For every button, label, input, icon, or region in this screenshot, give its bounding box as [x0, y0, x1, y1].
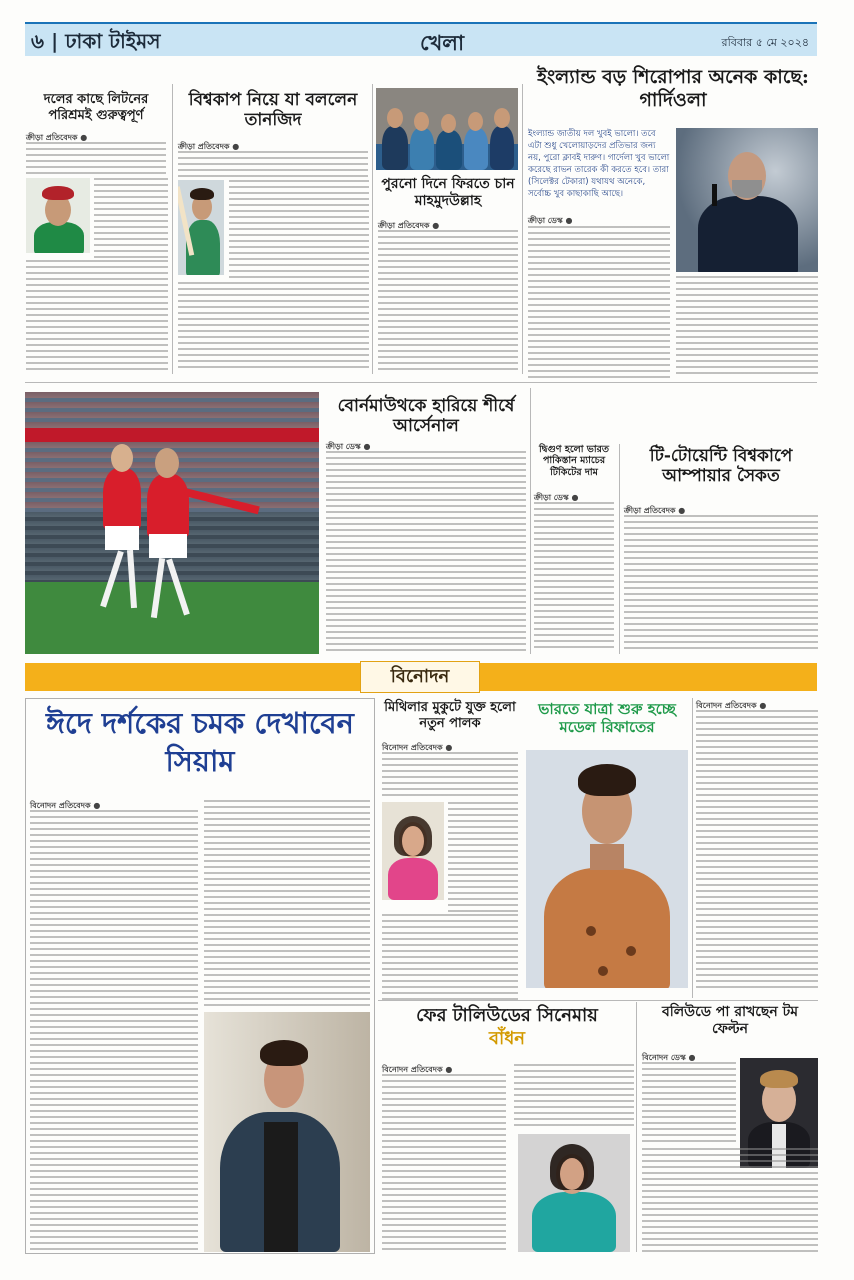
- tanjid-body-3: [178, 282, 369, 370]
- felton-body: [642, 1062, 736, 1144]
- mithila-byline: বিনোদন প্রতিবেদক ●: [382, 743, 453, 752]
- badhon-title-main: ফের টালিউডের সিনেমায়: [416, 1005, 598, 1026]
- guardiola-headline: ইংল্যান্ড বড় শিরোপার অনেক কাছে: গার্দিওলা: [537, 66, 809, 111]
- entertainment-band: [25, 663, 817, 691]
- guardiola-body-2: [676, 276, 818, 378]
- badhon-title-name: বাঁধন: [488, 1028, 526, 1050]
- siam-photo: [204, 1012, 370, 1252]
- liton-photo: [26, 178, 90, 253]
- guardiola-body: [528, 226, 670, 378]
- masthead: ঢাকা টাইমস: [65, 29, 161, 53]
- tanjid-headline: বিশ্বকাপ নিয়ে যা বললেন তানজিদ: [188, 90, 358, 131]
- tanjid-byline: ক্রীড়া প্রতিবেদক ●: [178, 142, 240, 151]
- arsenal-headline: বোর্নমাউথকে হারিয়ে শীর্ষে আর্সেনাল: [337, 396, 515, 437]
- mithila-body-2: [448, 802, 518, 912]
- tanjid-body: [178, 151, 368, 177]
- ticket-byline: ক্রীড়া ডেস্ক ●: [534, 493, 579, 502]
- badhon-headline: [382, 1004, 632, 1051]
- model-headline: ভারতে যাত্রা শুরু হচ্ছে মডেল রিফাতের: [538, 700, 676, 736]
- section-title: খেলা: [420, 30, 465, 55]
- model-byline: বিনোদন প্রতিবেদক ●: [696, 701, 767, 710]
- ticket-body: [534, 502, 614, 652]
- mithila-body-3: [382, 914, 518, 1002]
- umpire-headline: টি-টোয়েন্টি বিশ্বকাপে আম্পায়ার সৈকত: [649, 446, 793, 487]
- umpire-body: [624, 515, 818, 653]
- issue-date: রবিবার ৫ মে ২০২৪: [721, 36, 809, 49]
- mithila-photo: [382, 802, 444, 900]
- guardiola-lead: ইংল্যান্ড জাতীয় দল খুবই ভালো। তবে এটা শুধু খেলোয়াড়দের প্রতিভার জন্য নয়, পুরো ক্লাবই দারুণ। গার্দেলা খুব ভালো করেছে রাভন তারেক কী করতে হবে। তারা (সিলেক্টর টেকারা) যথাযথ অনেকে, সর্বোচ্চ খুব কাছাকাছি আছে।: [528, 129, 670, 200]
- arsenal-body: [326, 451, 526, 651]
- mithila-headline: মিথিলার মুকুটে যুক্ত হলো নতুন পালক: [384, 700, 516, 731]
- page-number-and-masthead: ৬ | ঢাকা টাইমস: [31, 29, 161, 53]
- mahmudullah-byline: ক্রীড়া প্রতিবেদক ●: [378, 221, 440, 230]
- liton-body-2: [94, 178, 168, 258]
- badhon-photo: [518, 1134, 630, 1252]
- felton-body-2: [642, 1148, 818, 1252]
- entertainment-label: বিনোদন: [360, 661, 480, 693]
- liton-body-3: [26, 260, 168, 370]
- guardiola-photo: [676, 128, 818, 272]
- ticket-headline: দ্বিগুণ হলো ভারত পাকিস্তান ম্যাচের টিকিটের দাম: [539, 444, 609, 478]
- felton-headline: বলিউডে পা রাখছেন টম ফেল্টন: [661, 1004, 799, 1037]
- guardiola-byline: ক্রীড়া ডেস্ক ●: [528, 216, 573, 225]
- liton-body: [26, 142, 166, 178]
- badhon-byline: বিনোদন প্রতিবেদক ●: [382, 1065, 453, 1074]
- mahmudullah-body: [378, 230, 518, 370]
- model-body: [696, 710, 818, 992]
- mithila-body: [382, 752, 518, 800]
- arsenal-byline: ক্রীড়া ডেস্ক ●: [326, 442, 371, 451]
- badhon-body-2: [514, 1064, 634, 1130]
- page-header: [25, 22, 817, 56]
- mahmudullah-headline: পুরনো দিনে ফিরতে চান মাহমুদউল্লাহ: [381, 176, 515, 209]
- page-number: ৬: [31, 29, 45, 53]
- liton-byline: ক্রীড়া প্রতিবেদক ●: [26, 133, 88, 142]
- siam-body: [30, 810, 198, 1250]
- siam-byline: বিনোদন প্রতিবেদক ●: [30, 801, 101, 810]
- siam-body-2: [204, 800, 370, 1008]
- tanjid-body-2: [229, 180, 369, 278]
- umpire-byline: ক্রীড়া প্রতিবেদক ●: [624, 506, 686, 515]
- siam-headline: ঈদে দর্শকের চমক দেখাবেন সিয়াম: [46, 706, 354, 779]
- tanjid-photo: [178, 180, 224, 275]
- arsenal-photo: [25, 392, 319, 654]
- mahmudullah-photo: [376, 88, 518, 170]
- felton-byline: বিনোদন ডেস্ক ●: [642, 1053, 696, 1062]
- badhon-body: [382, 1074, 506, 1252]
- model-photo: [526, 750, 688, 988]
- liton-headline: দলের কাছে লিটনের পরিশ্রমই গুরুত্বপূর্ণ: [43, 92, 149, 123]
